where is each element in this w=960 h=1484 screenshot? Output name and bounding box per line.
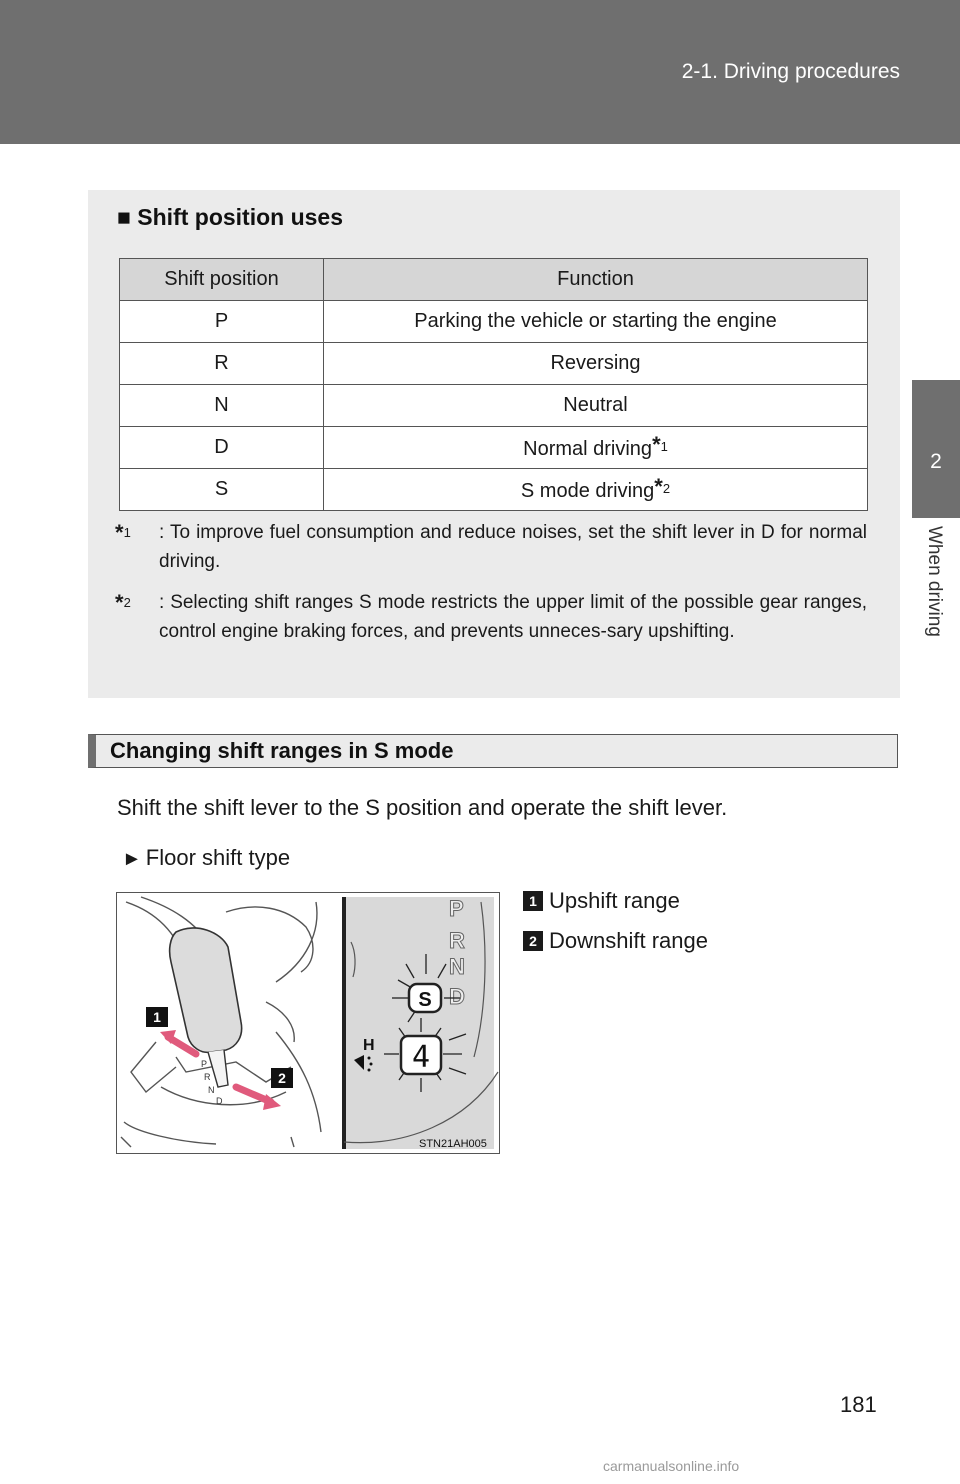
shift-position-cell: R (120, 343, 324, 385)
panel-heading: ■ Shift position uses (117, 204, 344, 230)
asterisk-mark: * (654, 473, 663, 499)
footnote-mark (115, 518, 131, 549)
chapter-label-tab (912, 522, 960, 662)
svg-text:R: R (204, 1072, 211, 1082)
footnote-ref-number: 2 (662, 480, 671, 496)
function-cell (324, 343, 868, 385)
table-row (120, 301, 868, 343)
gauge-letter-n: N (449, 954, 465, 979)
footnote-mark (115, 588, 131, 619)
subheading-text: Floor shift type (145, 845, 291, 870)
shift-position-cell: N (120, 385, 324, 427)
legend-label: Downshift range (549, 928, 708, 953)
table-row (120, 469, 868, 511)
legend-label: Upshift range (549, 888, 680, 913)
column-header: Shift position (120, 259, 324, 301)
footnote-ref[interactable] (654, 473, 671, 499)
triangle-bullet-icon: ► (122, 848, 142, 870)
function-cell (324, 385, 868, 427)
shift-position-cell: D (120, 427, 324, 469)
callout-1: 1 (153, 1009, 161, 1025)
shift-position-cell: S (120, 469, 324, 511)
selected-mode: S (418, 989, 432, 1011)
column-header: Function (324, 259, 868, 301)
function-cell (324, 469, 868, 511)
intro-text: Shift the shift lever to the S position and operate the shift lever. (117, 795, 728, 820)
callout-badge: 1 (523, 891, 543, 911)
asterisk-mark: * (115, 520, 124, 545)
gauge-letter-r: R (449, 928, 465, 953)
function-text: S mode driving (520, 479, 655, 502)
svg-text:N: N (208, 1085, 215, 1095)
footnote-number: 1 (123, 525, 131, 540)
table-row (120, 343, 868, 385)
legend-item-downshift (523, 928, 708, 954)
table-row (120, 427, 868, 469)
function-text: Normal driving (523, 437, 653, 460)
footnote-ref[interactable] (652, 431, 668, 457)
section-title: Changing shift ranges in S mode (110, 738, 454, 763)
figure-code: STN21AH005 (419, 1138, 487, 1150)
chapter-tab[interactable]: 2 (912, 380, 960, 518)
footnote-ref-number: 1 (660, 438, 668, 454)
function-text: Neutral (563, 394, 628, 416)
function-text: Reversing (550, 352, 641, 374)
footnote-number: 2 (123, 595, 131, 610)
table-row (120, 385, 868, 427)
page-number: 181 (840, 1392, 877, 1417)
footnote (115, 518, 867, 576)
footnote (115, 588, 867, 646)
footnote-text: : Selecting shift ranges S mode restricts the upper limit of the possible gear ranges, control engine braking forces, and prevents unneces-sary upshifting. (159, 592, 867, 642)
shift-position-table (119, 258, 868, 511)
svg-text:D: D (216, 1096, 223, 1106)
header-title: 2-1. Driving procedures (681, 60, 900, 83)
table-header-row (120, 259, 868, 301)
gauge-letter-p: P (449, 896, 464, 921)
shift-lever-illustration (116, 892, 500, 1154)
function-text: Parking the vehicle or starting the engine (414, 310, 777, 332)
gauge-letter-d: D (449, 984, 465, 1009)
chapter-label: When driving (924, 526, 945, 637)
asterisk-mark: * (115, 590, 124, 615)
watermark: carmanualsonline.info (603, 1458, 740, 1474)
legend-item-upshift (523, 888, 680, 914)
function-cell (324, 427, 868, 469)
subheading (122, 845, 290, 871)
gear-display: 4 (411, 1040, 431, 1075)
callout-2: 2 (278, 1070, 286, 1086)
shift-position-cell: P (120, 301, 324, 343)
callout-badge: 2 (523, 931, 543, 951)
function-cell (324, 301, 868, 343)
asterisk-mark: * (652, 431, 661, 457)
h-label: H (363, 1037, 375, 1054)
footnote-text: : To improve fuel consumption and reduce noises, set the shift lever in D for normal driving. (159, 522, 867, 572)
svg-text:P: P (201, 1059, 208, 1069)
